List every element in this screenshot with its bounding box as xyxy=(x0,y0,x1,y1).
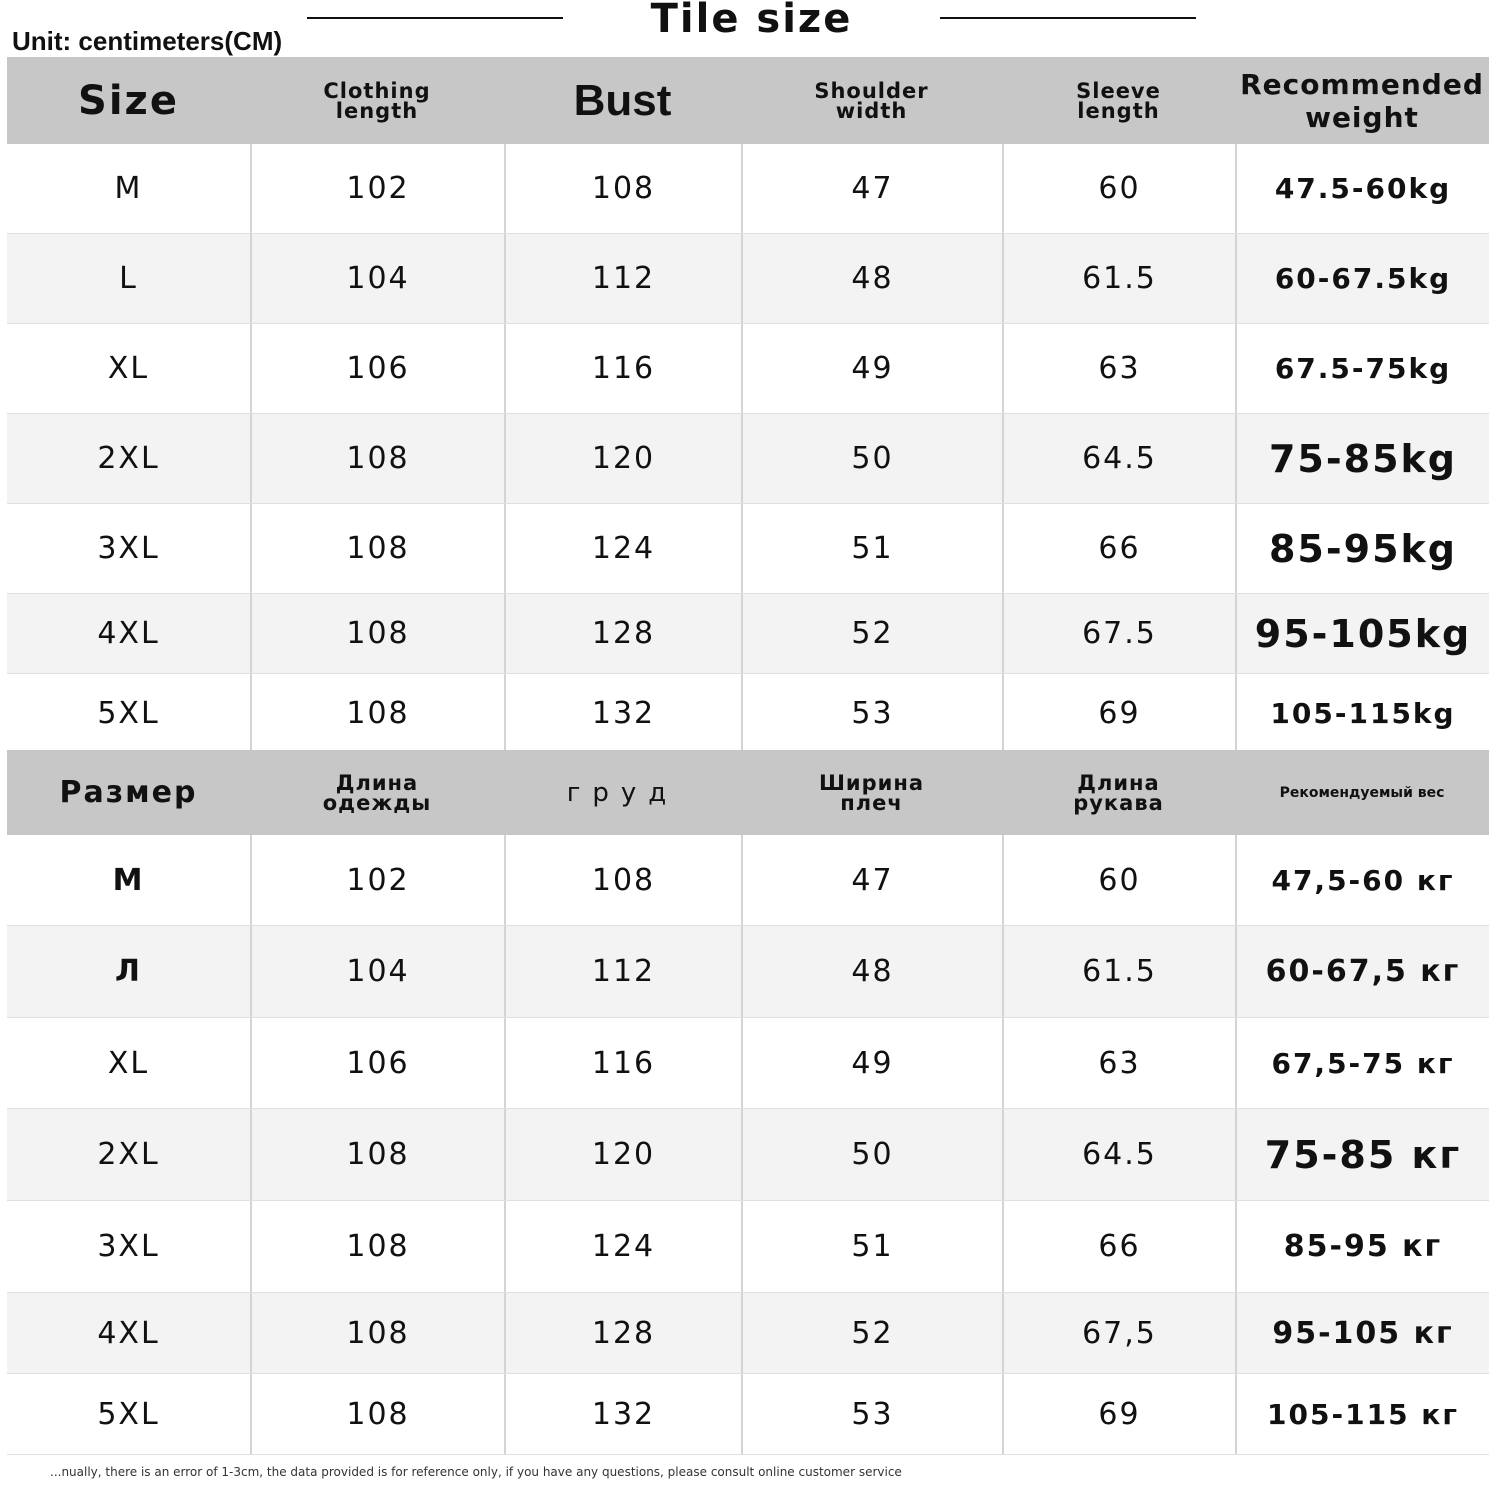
cell-clothing-length: 104 xyxy=(250,926,504,1017)
table-header-row xyxy=(7,750,1489,835)
cell-shoulder-width: 52 xyxy=(741,1293,1002,1373)
cell-bust: 128 xyxy=(504,1293,741,1373)
cell-sleeve-length: 64.5 xyxy=(1002,414,1235,503)
header-clothing-length-label: Длина одежды xyxy=(322,770,432,815)
header-clothing-length xyxy=(250,57,504,144)
header-clothing-length xyxy=(250,750,504,835)
cell-recommended-weight: 60-67,5 кг xyxy=(1235,926,1489,1017)
unit-label: Unit: centimeters(CM) xyxy=(12,26,283,56)
cell-recommended-weight: 75-85kg xyxy=(1235,414,1489,503)
cell-clothing-length: 108 xyxy=(250,1201,504,1292)
cell-recommended-weight: 75-85 кг xyxy=(1235,1109,1489,1200)
cell-shoulder-width: 47 xyxy=(741,144,1002,233)
cell-size: XL xyxy=(107,1045,150,1081)
cell-size: L xyxy=(119,261,138,296)
cell-bust: 112 xyxy=(504,926,741,1017)
cell-size: M xyxy=(112,862,145,898)
cell-recommended-weight: 67.5-75kg xyxy=(1235,324,1489,413)
cell-bust: 116 xyxy=(504,324,741,413)
header-size: Size xyxy=(78,77,179,124)
cell-shoulder-width: 50 xyxy=(741,1109,1002,1200)
cell-sleeve-length: 60 xyxy=(1002,144,1235,233)
cell-clothing-length: 108 xyxy=(250,1374,504,1454)
cell-sleeve-length: 69 xyxy=(1002,674,1235,752)
cell-recommended-weight: 85-95 кг xyxy=(1235,1201,1489,1292)
table-header-row xyxy=(7,57,1489,144)
table-row xyxy=(7,1109,1489,1201)
header-recommended-weight: Рекомендуемый вес xyxy=(1279,784,1445,801)
cell-sleeve-length: 61.5 xyxy=(1002,926,1235,1017)
size-table-russian xyxy=(7,750,1489,1455)
header-bust: Bust xyxy=(573,75,672,125)
table-row xyxy=(7,324,1489,414)
cell-shoulder-width: 52 xyxy=(741,594,1002,673)
header-shoulder-width xyxy=(741,57,1002,144)
cell-bust: 108 xyxy=(504,835,741,925)
cell-size: 2XL xyxy=(97,1137,160,1172)
cell-bust: 132 xyxy=(504,1374,741,1454)
table-row xyxy=(7,1293,1489,1374)
cell-recommended-weight: 85-95kg xyxy=(1235,504,1489,593)
table-row xyxy=(7,674,1489,753)
cell-shoulder-width: 48 xyxy=(741,926,1002,1017)
cell-sleeve-length: 63 xyxy=(1002,1018,1235,1108)
cell-size: 3XL xyxy=(97,1229,160,1264)
cell-clothing-length: 108 xyxy=(250,1109,504,1200)
header-shoulder-width-label: Shoulder width xyxy=(814,78,929,123)
cell-shoulder-width: 47 xyxy=(741,835,1002,925)
table-row xyxy=(7,234,1489,324)
cell-clothing-length: 108 xyxy=(250,504,504,593)
header-sleeve-length-label: Sleeve length xyxy=(1076,78,1161,123)
cell-shoulder-width: 49 xyxy=(741,1018,1002,1108)
cell-size: XL xyxy=(107,351,150,386)
cell-sleeve-length: 61.5 xyxy=(1002,234,1235,323)
cell-shoulder-width: 48 xyxy=(741,234,1002,323)
table-row xyxy=(7,144,1489,234)
cell-recommended-weight: 60-67.5kg xyxy=(1235,234,1489,323)
footnote: ...nually, there is an error of 1-3cm, the data provided is for reference only, if you have any questions, please consult online customer service xyxy=(50,1465,902,1479)
header-recommended-weight: Recommended weight xyxy=(1240,67,1484,134)
cell-clothing-length: 106 xyxy=(250,1018,504,1108)
cell-shoulder-width: 51 xyxy=(741,504,1002,593)
cell-size: 2XL xyxy=(97,441,160,476)
cell-clothing-length: 108 xyxy=(250,594,504,673)
cell-size: Л xyxy=(115,954,142,989)
page-title: Tile size xyxy=(650,0,853,42)
cell-size: 3XL xyxy=(97,531,160,566)
table-row xyxy=(7,835,1489,926)
table-row xyxy=(7,926,1489,1018)
cell-clothing-length: 102 xyxy=(250,835,504,925)
cell-recommended-weight: 95-105 кг xyxy=(1235,1293,1489,1373)
header-sleeve-length xyxy=(1002,750,1235,835)
cell-clothing-length: 108 xyxy=(250,414,504,503)
cell-shoulder-width: 53 xyxy=(741,674,1002,752)
cell-clothing-length: 104 xyxy=(250,234,504,323)
header-sleeve-length-label: Длина рукава xyxy=(1073,770,1164,815)
cell-shoulder-width: 53 xyxy=(741,1374,1002,1454)
header-sleeve-length xyxy=(1002,57,1235,144)
header-size: Размер xyxy=(59,775,198,810)
cell-bust: 128 xyxy=(504,594,741,673)
cell-size: M xyxy=(114,171,143,206)
cell-size: 4XL xyxy=(97,1315,160,1351)
cell-recommended-weight: 67,5-75 кг xyxy=(1235,1018,1489,1108)
title-divider-left xyxy=(307,17,563,19)
header-bust: груд xyxy=(566,777,679,808)
cell-bust: 132 xyxy=(504,674,741,752)
cell-clothing-length: 106 xyxy=(250,324,504,413)
cell-shoulder-width: 49 xyxy=(741,324,1002,413)
cell-clothing-length: 108 xyxy=(250,674,504,752)
cell-bust: 124 xyxy=(504,504,741,593)
cell-sleeve-length: 66 xyxy=(1002,504,1235,593)
title-divider-right xyxy=(940,17,1196,19)
cell-clothing-length: 108 xyxy=(250,1293,504,1373)
cell-bust: 112 xyxy=(504,234,741,323)
cell-recommended-weight: 47,5-60 кг xyxy=(1235,835,1489,925)
table-row xyxy=(7,504,1489,594)
cell-recommended-weight: 95-105kg xyxy=(1235,594,1489,673)
cell-bust: 120 xyxy=(504,1109,741,1200)
cell-shoulder-width: 51 xyxy=(741,1201,1002,1292)
table-row xyxy=(7,414,1489,504)
table-row xyxy=(7,594,1489,674)
table-row xyxy=(7,1374,1489,1455)
cell-shoulder-width: 50 xyxy=(741,414,1002,503)
cell-size: 4XL xyxy=(97,616,160,651)
cell-clothing-length: 102 xyxy=(250,144,504,233)
cell-recommended-weight: 105-115kg xyxy=(1235,674,1489,752)
cell-bust: 108 xyxy=(504,144,741,233)
cell-sleeve-length: 63 xyxy=(1002,324,1235,413)
table-body-russian xyxy=(7,835,1489,1455)
size-table-english xyxy=(7,57,1489,753)
cell-size: 5XL xyxy=(97,695,160,731)
table-body-english xyxy=(7,144,1489,753)
cell-recommended-weight: 105-115 кг xyxy=(1235,1374,1489,1454)
cell-recommended-weight: 47.5-60kg xyxy=(1235,144,1489,233)
cell-sleeve-length: 64.5 xyxy=(1002,1109,1235,1200)
cell-sleeve-length: 67,5 xyxy=(1002,1293,1235,1373)
cell-sleeve-length: 67.5 xyxy=(1002,594,1235,673)
table-row xyxy=(7,1018,1489,1109)
header-clothing-length-label: Clothing length xyxy=(323,78,431,123)
cell-size: 5XL xyxy=(97,1396,160,1432)
cell-sleeve-length: 66 xyxy=(1002,1201,1235,1292)
header-shoulder-width-label: Ширина плеч xyxy=(818,770,925,815)
table-row xyxy=(7,1201,1489,1293)
cell-sleeve-length: 60 xyxy=(1002,835,1235,925)
cell-bust: 120 xyxy=(504,414,741,503)
cell-bust: 124 xyxy=(504,1201,741,1292)
cell-bust: 116 xyxy=(504,1018,741,1108)
cell-sleeve-length: 69 xyxy=(1002,1374,1235,1454)
header-shoulder-width xyxy=(741,750,1002,835)
